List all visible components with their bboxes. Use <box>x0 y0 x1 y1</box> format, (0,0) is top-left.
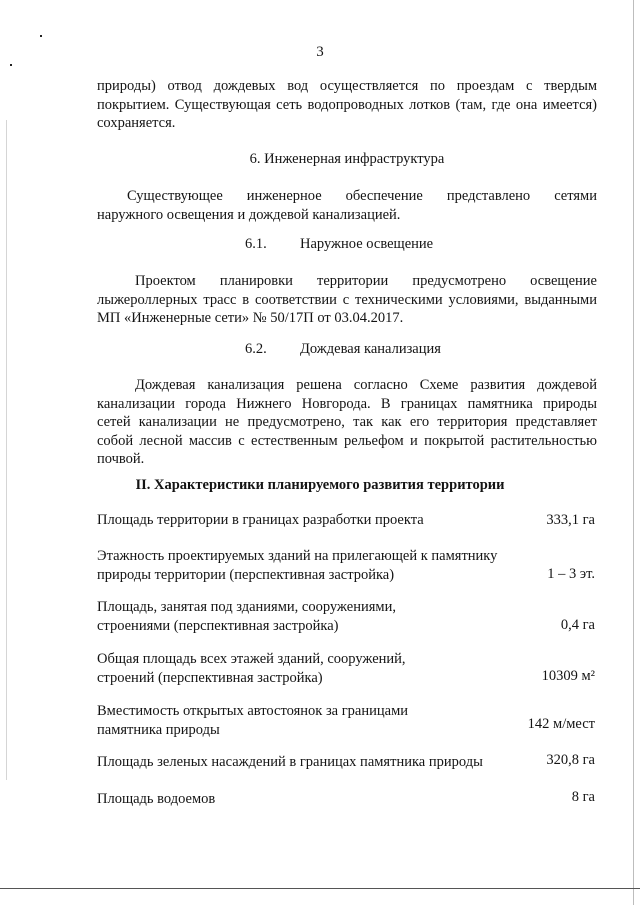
row-value: 333,1 га <box>546 512 595 528</box>
section-II-title: II. Характеристики планируемого развития территории <box>135 477 505 493</box>
row-label: Площадь зеленых насаждений в границах памятника природы <box>97 754 483 770</box>
text-line: канализации города Нижнего Новгорода. В границах памятника природы <box>97 395 597 412</box>
row-label: строениями (перспективная застройка) <box>97 617 339 634</box>
text-line: почвой. <box>97 451 145 467</box>
row-label: природы территории (перспективная застройка) <box>97 566 395 583</box>
scan-speck <box>40 35 42 37</box>
section-6-heading: 6. Инженерная инфраструктура <box>249 151 445 167</box>
row-label: Этажность проектируемых зданий на прилегающей к памятнику <box>97 548 498 564</box>
row-label: Площадь территории в границах разработки проекта <box>97 512 424 528</box>
section-number: 6.1. <box>245 236 267 252</box>
scan-edge-bottom <box>0 888 640 889</box>
text-line: покрытием. Существующая сеть водопроводных лотков (там, где она имеется) <box>97 96 597 113</box>
text-line: собой лесной массив с естественным рельефом и покрытой растительностью <box>97 432 597 449</box>
text-line: лыжероллерных трасс в соответствии с техническими условиями, выданными <box>97 291 597 308</box>
row-value: 142 м/мест <box>527 716 595 732</box>
row-label: памятника природы <box>97 721 220 738</box>
text-line: Существующее инженерное обеспечение представлено сетями <box>127 188 597 204</box>
text-line: сохраняется. <box>97 115 176 131</box>
section-6-paragraph <box>97 187 597 224</box>
text-line: сетей канализации не предусмотрено, так как его территория представляет <box>97 414 597 430</box>
row-value: 320,8 га <box>546 752 595 768</box>
scan-edge-left <box>6 120 7 780</box>
page-number: 3 <box>316 44 324 60</box>
characteristics-row <box>97 753 595 772</box>
scan-speck <box>10 64 12 66</box>
characteristics-row <box>97 702 595 739</box>
section-number: 6.2. <box>245 341 267 357</box>
text-line: наружного освещения и дождевой канализацией. <box>97 206 401 223</box>
row-value: 0,4 га <box>560 617 595 633</box>
row-value: 10309 м² <box>541 668 595 684</box>
intro-paragraph <box>97 77 597 133</box>
row-value: 1 – 3 эт. <box>547 566 595 582</box>
characteristics-row <box>97 650 595 687</box>
characteristics-row <box>97 511 595 530</box>
text-line: Проектом планировки территории предусмотрено освещение <box>135 273 597 289</box>
characteristics-row <box>97 547 595 584</box>
text-line: Дождевая канализация решена согласно Схеме развития дождевой <box>135 377 597 393</box>
characteristics-row <box>97 790 595 809</box>
row-label: Площадь водоемов <box>97 791 216 807</box>
characteristics-row <box>97 598 595 635</box>
text-line: МП «Инженерные сети» № 50/17П от 03.04.2017. <box>97 310 404 326</box>
section-6-1-paragraph <box>97 272 597 328</box>
text-line: природы) отвод дождевых вод осуществляется по проездам с твердым <box>97 78 597 94</box>
row-label: Вместимость открытых автостоянок за границами <box>97 703 409 719</box>
row-label: строений (перспективная застройка) <box>97 669 323 686</box>
section-6-2-paragraph <box>97 376 597 469</box>
section-title: Наружное освещение <box>300 236 434 252</box>
row-value: 8 га <box>571 789 595 805</box>
section-title: Дождевая канализация <box>300 341 441 357</box>
scan-edge-right <box>633 0 634 905</box>
row-label: Площадь, занятая под зданиями, сооружениями, <box>97 599 396 615</box>
row-label: Общая площадь всех этажей зданий, сооружений, <box>97 651 406 667</box>
